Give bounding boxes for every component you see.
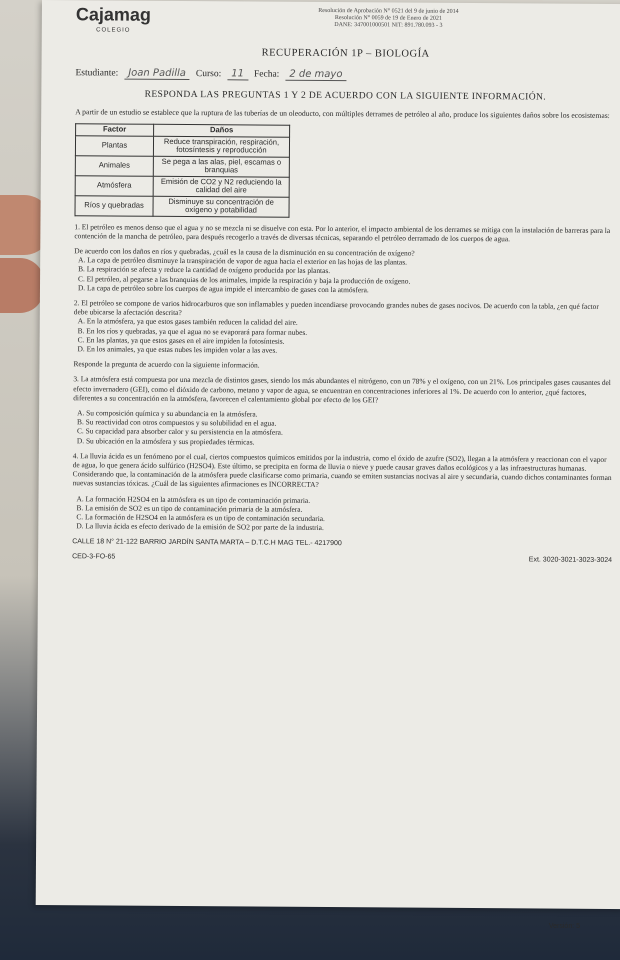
option-2d: D. En los animales, ya que estas nubes les impiden volar a las aves. <box>77 344 278 355</box>
logo-subtitle: COLEGIO <box>96 27 131 34</box>
intro-text: A partir de un estudio se establece que la ruptura de las tuberías de un oleoducto, con múltiples derrames de petróleo al año, produce los siguientes daños sobre los ecosistemas: <box>75 107 610 120</box>
question-3: 3. La atmósfera está compuesta por una mezcla de distintos gases, siendo los más abundantes el nitrógeno, con un 78% y el oxígeno, con un 21%. Los principales gases causantes del efecto invernadero (GEI), como el dióxido de carbono, metano y vapor de agua, se encuentran en concentraciones inferiores al 1%. De acuerdo con lo anterior, ¿qué factores, diferentes a su concentración en la atmósfera, favorecen el calentamiento global por efecto de los GEI? <box>73 374 611 405</box>
student-label: Estudiante: <box>75 68 119 79</box>
table-cell: Emisión de CO2 y N2 reduciendo la calidad del aire <box>153 176 289 197</box>
option-2a: A. En la atmósfera, ya que estos gases también reducen la calidad del aire. <box>77 316 298 328</box>
question-1: De acuerdo con los daños en ríos y quebradas, ¿cuál es la causa de la disminución en su concentración de oxígeno? <box>74 246 415 258</box>
phone-ext: Ext. 3020-3021-3023-3024 <box>528 556 613 565</box>
instruction-heading: RESPONDA LAS PREGUNTAS 1 Y 2 DE ACUERDO CON LA SIGUIENTE INFORMACIÓN. <box>144 89 547 103</box>
table-row <box>75 195 289 216</box>
option-1c: C. El petróleo, al pegarse a las branquias de los animales, impide la respiración y baja la producción de oxígeno. <box>78 273 411 286</box>
footer-ext-row <box>72 554 612 565</box>
option-3b: B. Su reactividad con otros compuestos y su solubilidad en el agua. <box>77 417 277 428</box>
table-row <box>75 135 289 156</box>
resolution-info <box>161 7 616 31</box>
question-3-lead: Responde la pregunta de acuerdo con la siguiente información. <box>73 359 260 370</box>
option-3d: D. Su ubicación en la atmósfera y sus propiedades térmicas. <box>76 435 255 447</box>
question-2: 2. El petróleo se compone de varios hidrocarburos que son inflamables y pueden incendiarse provocando grandes nubes de gases nocivos. De acuerdo con la tabla, ¿en qué factor debe ubicarse la afectación descrita? <box>73 298 599 318</box>
option-4c: C. La formación de H2SO4 en la atmósfera es un tipo de contaminación secundaria. <box>76 512 325 523</box>
course-label: Curso: <box>195 69 222 80</box>
table-cell: Atmósfera <box>75 175 153 196</box>
table-cell: Reduce transpiración, respiración, fotosíntesis y reproducción <box>153 136 289 157</box>
resolution-line-1: Resolución de Aprobación N° 0521 del 9 de junio de 2014 <box>318 7 459 15</box>
table-header: Daños <box>154 124 290 136</box>
table-cell: Disminuye su concentración de oxígeno y potabilidad <box>153 196 289 217</box>
option-3a: A. Su composición química y su abundancia en la atmósfera. <box>77 408 258 419</box>
option-1b: B. La respiración se afecta y reduce la cantidad de oxígeno producida por las plantas. <box>78 264 331 276</box>
table-row <box>75 175 289 196</box>
footer-address <box>72 539 612 550</box>
option-1a: A. La capa de petróleo disminuye la transpiración de vapor de agua hacia el exterior en las hojas de las plantas. <box>78 255 407 267</box>
table-cell: Ríos y quebradas <box>75 195 153 216</box>
damage-table <box>74 123 290 217</box>
address-text: CALLE 18 N° 21-122 BARRIO JARDÍN SANTA MARTA – D.T.C.H MAG TEL.- 4217900 <box>72 538 342 548</box>
worksheet-page <box>36 0 620 909</box>
option-2c: C. En las plantas, ya que estos gases en el aire impiden la fotosíntesis. <box>77 334 285 346</box>
resolution-line-3: DANE: 347001000501 NIT: 891.780.093 - 3 <box>334 22 443 29</box>
table-cell: Animales <box>75 155 153 176</box>
finger-bottom <box>0 258 44 313</box>
student-info <box>75 67 615 83</box>
school-logo <box>76 6 151 39</box>
logo-text: Cajamag <box>75 4 152 25</box>
date-value: 2 de mayo <box>285 69 346 81</box>
resolution-line-2: Resolución N° 0059 de 19 de Enero de 2021 <box>334 15 442 22</box>
version-label: Versión: 5 <box>548 923 580 930</box>
option-2b: B. En los ríos y quebradas, ya que el agua no se evaporará para formar nubes. <box>77 325 308 337</box>
student-name: Joan Padilla <box>124 68 190 80</box>
table-row <box>75 155 289 176</box>
table-cell: Se pega a las alas, piel, escamas o branquias <box>153 156 289 177</box>
date-label: Fecha: <box>253 69 280 80</box>
table-cell: Plantas <box>75 135 153 156</box>
option-4b: B. La emisión de SO2 es un tipo de contaminación primaria de la atmósfera. <box>76 503 303 514</box>
course-value: 11 <box>227 68 248 80</box>
option-3c: C. Su capacidad para absorber calor y su persistencia en la atmósfera. <box>76 426 283 438</box>
question-1-lead: 1. El petróleo es menos denso que el agua y no se mezcla ni se disuelve con esta. Por lo anterior, el impacto ambiental de los derrames se mitiga con la instalación de barreras para la contención de la mancha de petróleo, para después recogerlo a través de diversas técnicas, separando el petróleo derramado de los cuerpos de agua. <box>74 221 611 243</box>
option-4a: A. La formación H2SO4 en la atmósfera es un tipo de contaminación primaria. <box>76 493 311 505</box>
doc-code: CED-3-FO-65 <box>72 553 116 561</box>
option-1d: D. La capa de petróleo sobre los cuerpos de agua impide el intercambio de gases con la atmósfera. <box>77 282 369 295</box>
page-header <box>76 6 616 36</box>
page-title: RECUPERACIÓN 1P – BIOLOGÍA <box>261 47 430 60</box>
option-4d: D. La lluvia ácida es efecto derivado de la emisión de SO2 por parte de la industria. <box>76 521 324 533</box>
table-header: Factor <box>76 124 154 136</box>
question-4: 4. La lluvia ácida es un fenómeno por el cual, ciertos compuestos químicos emitidos por la industria, como el óxido de azufre (SO2), llegan a la atmósfera y reaccionan con el vapor de agua, lo que genera ácido sulfúrico (H2SO4). Este último, se precipita en forma de lluvia o nieve y puede causar graves daños ecológicos y a las infraestructuras humanas. Considerando que, la contaminación de la atmósfera puede clasificarse como primaria, cuando se emiten sustancias nocivas al aire y secundaria, cuando dichos contaminantes forman nuevas sustancias tóxicas. ¿Cuál de las siguientes afirmaciones es INCORRECTA? <box>72 450 612 490</box>
